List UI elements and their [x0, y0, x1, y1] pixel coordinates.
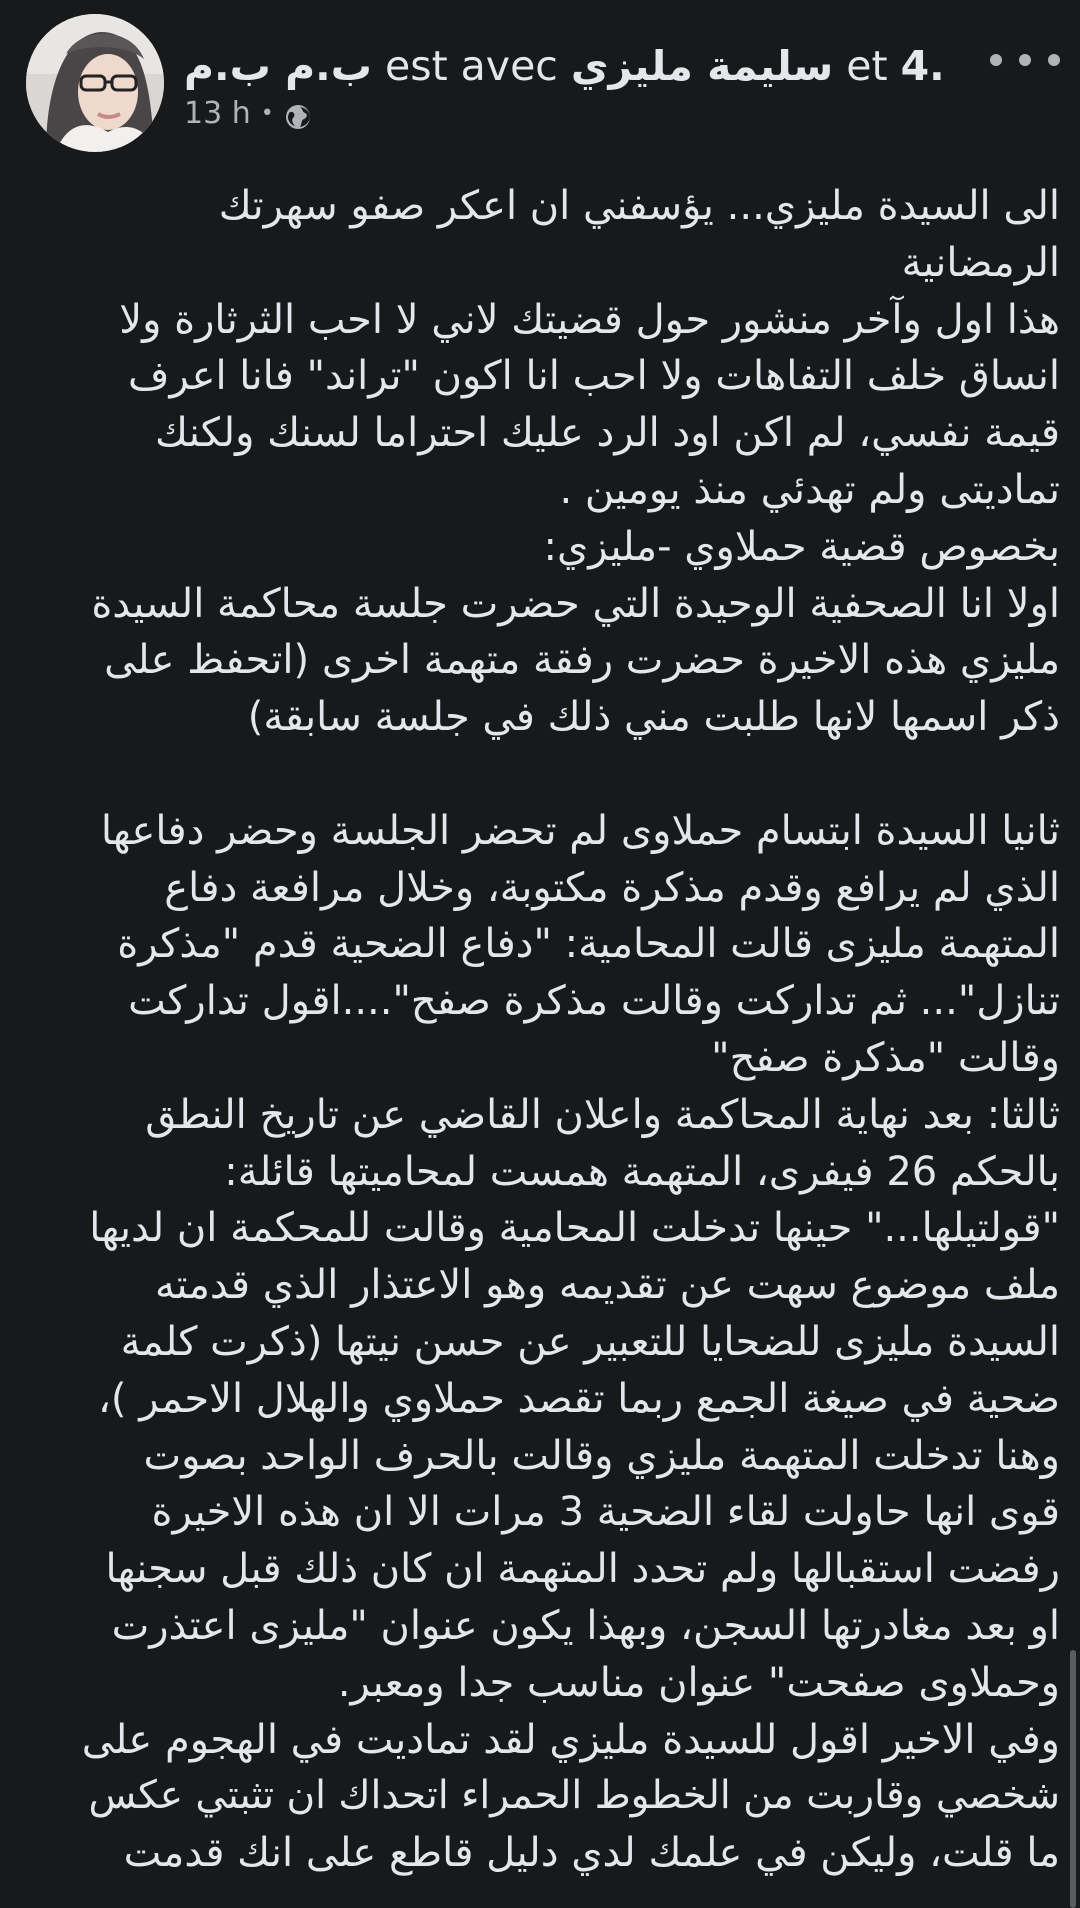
post-line: ضحية في صيغة الجمع ربما تقصد حملاوي والهلال الاحمر )، [97, 1375, 1060, 1422]
post-line: رفضت استقبالها ولم تحدد المتهمة ان كان ذلك قبل سجنها [105, 1546, 1060, 1593]
post-line: وحملاوى صفحت" عنوان مناسب جدا ومعبر. [337, 1659, 1060, 1706]
post-line: ذكر اسمها لانها طلبت مني ذلك في جلسة سابقة) [247, 694, 1060, 741]
scrollbar[interactable] [1070, 1650, 1076, 1908]
meta-separator: • [260, 101, 274, 126]
author-avatar[interactable] [26, 14, 164, 152]
post-line: قوى انها حاولت لقاء الضحية 3 مرات الا ان هذه الاخيرة [151, 1489, 1060, 1536]
and-text: et [846, 42, 888, 90]
post-line: "قولتيلها..." حينها تدخلت المحامية وقالت للمحكمة ان لديها [89, 1205, 1060, 1252]
post-line: وفي الاخير اقول للسيدة مليزي لقد تماديت في الهجوم على [81, 1716, 1060, 1763]
post-line: انساق خلف التفاهات ولا احب انا اكون "تراند" فانا اعرف [128, 353, 1060, 400]
post-line: ما قلت، وليكن في علمك لدي دليل قاطع على انك قدمت [123, 1830, 1060, 1877]
with-text: est avec [384, 42, 558, 90]
avatar-photo-icon [26, 14, 164, 152]
post-line: الى السيدة مليزي... يؤسفني ان اعكر صفو سهرتك [218, 183, 1060, 229]
more-dot [1019, 54, 1031, 66]
tagged-user[interactable]: سليمة مليزي [570, 42, 834, 90]
post-meta [184, 92, 312, 136]
more-horizontal-icon [990, 54, 1002, 66]
post-line: ملف موضوع سهت عن تقديمه وهو الاعتذار الذي قدمته [154, 1262, 1060, 1309]
tagged-others[interactable]: 4. [900, 42, 945, 90]
post-timestamp[interactable]: 13 h [184, 96, 251, 131]
post-line: بخصوص قضية حملاوي -مليزي: [543, 523, 1060, 570]
post-line: تنازل"... ثم تداركت وقالت مذكرة صفح"....اقول تداركت [128, 978, 1060, 1025]
post-line: تماديتى ولم تهدئي منذ يومين . [559, 466, 1060, 513]
post-line: ثانيا السيدة ابتسام حملاوى لم تحضر الجلسة وحضر دفاعها [100, 807, 1060, 854]
post-line: مليزي هذه الاخيرة حضرت رفقة متهمة اخرى (اتحفظ على [104, 637, 1060, 684]
post-line: الذي لم يرافع وقدم مذكرة مكتوبة، وخلال مرافعة دفاع [164, 864, 1060, 911]
post-line: بالحكم 26 فيفرى، المتهمة همست لمحاميتها قائلة: [224, 1148, 1060, 1195]
post-line: شخصي وقاربت من الخطوط الحمراء اتحداك ان تثبتي عكس [88, 1773, 1060, 1819]
post-line: او بعد مغادرتها السجن، وبهذا يكون عنوان "مليزى اعتذرت [111, 1602, 1060, 1649]
post-line: الرمضانية [901, 239, 1060, 286]
post-line: اولا انا الصحفية الوحيدة التي حضرت جلسة محاكمة السيدة [91, 580, 1060, 627]
author-line [184, 38, 945, 94]
post-line: المتهمة مليزى قالت المحامية: "دفاع الضحية قدم "مذكرة [117, 921, 1060, 968]
post-line: السيدة مليزى للضحايا للتعبير عن حسن نيتها (ذكرت كلمة [120, 1318, 1060, 1365]
author-name[interactable]: ب.م ب.م [184, 42, 372, 90]
globe-icon[interactable] [284, 100, 312, 128]
post-line: ثالثا: بعد نهاية المحاكمة واعلان القاضي عن تاريخ النطق [145, 1091, 1060, 1138]
post-line: وقالت "مذكرة صفح" [711, 1034, 1060, 1081]
post-body-text [70, 178, 1060, 1908]
more-options-button[interactable] [990, 40, 1060, 80]
post-line [70, 746, 1060, 803]
post-line: وهنا تدخلت المتهمة مليزي وقالت بالحرف الواحد بصوت [143, 1432, 1060, 1479]
more-dot [1048, 54, 1060, 66]
post-line: هذا اول وآخر منشور حول قضيتك لاني لا احب الثرثارة ولا [119, 296, 1060, 343]
post-header [0, 0, 1080, 170]
post-line: قيمة نفسي، لم اكن اود الرد عليك احتراما لسنك ولكنك [155, 410, 1060, 457]
